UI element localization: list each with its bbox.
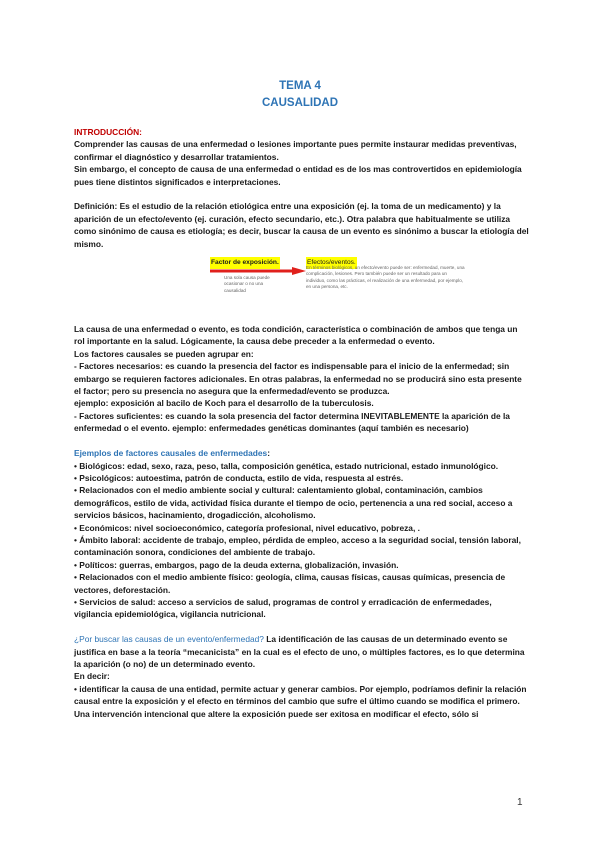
example-item-physical-environment: • Relacionados con el medio ambiente físico: geología, clima, causas físicas, causas químicas, presencia de vectores, deforestación. xyxy=(74,572,506,595)
example-item-labor: • Ámbito laboral: accidente de trabajo, empleo, pérdida de empleo, acceso a la seguridad social, tensión laboral, contaminación sonora, condiciones del ambiente de trabajo. xyxy=(74,534,521,558)
example-item-economic: • Económicos: nivel socioeconómico, categoría profesional, nivel educativo, pobreza, . xyxy=(74,522,420,533)
definition-paragraph: Definición: Es el estudio de la relación etiológica entre una exposición (ej. la toma de un medicamento) y la aparición de un efecto/evento (ej. curación, efecto secundario, etc.). Otra palabra que habitualmente se utiliza como sinónimo de causa es etiología; es decir, buscar la causa de un evento es sinónimo a buscar la etiología del mismo. xyxy=(74,201,529,249)
topic-title: CAUSALIDAD xyxy=(261,97,339,109)
spacer xyxy=(74,188,530,200)
causality-diagram xyxy=(74,251,530,321)
page-number: 1 xyxy=(517,797,523,808)
example-item-social-environment: • Relacionados con el medio ambiente social y cultural: calentamiento global, contaminación, cambios demográficos, estilo de vida, actividad física durante el tiempo de ocio, pertenencia a una red social, acceso a servicios básicos, hacinamiento, drogadicción, alcoholismo. xyxy=(74,485,513,521)
examples-heading-colon: : xyxy=(267,448,270,459)
examples-heading-text: Ejemplos de factores causales de enfermedades xyxy=(74,448,268,459)
intro-paragraph-2: Sin embargo, el concepto de causa de una enfermedad o entidad es de los mas controvertidos en epidemiología pues tiene distintos significados e interpretaciones. xyxy=(74,164,522,187)
example-item-psychological: • Psicológicos: autoestima, patrón de conducta, estilo de vida, respuesta al estrés. xyxy=(74,472,404,483)
sufficient-factors-paragraph: - Factores suficientes: es cuando la sola presencia del factor determina INEVITABLEMENTE la aparición de la enfermedad o el evento. ejemplo: enfermedades genéticas dominantes (aquí también es necesario) xyxy=(74,410,510,434)
why-question: ¿Por buscar las causas de un evento/enfermedad? xyxy=(74,634,264,645)
examples-heading xyxy=(74,447,530,459)
causal-factors-intro: Los factores causales se pueden agrupar en: xyxy=(74,348,254,359)
cause-definition-paragraph: La causa de una enfermedad o evento, es toda condición, característica o combinación de ambos que tenga un rol importante en la salud. Lógicamente, la causa debe preceder a la enfermedad o evento. xyxy=(74,324,518,347)
intro-heading: INTRODUCCIÓN: xyxy=(74,127,142,137)
necessary-factors-paragraph: - Factores necesarios: es cuando la presencia del factor es indispensable para el inicio de la enfermedad; sin embargo se requieren factores adicionales. En otras palabras, la enfermedad no se producirá sino esta presente el factor; pero su presencia no asegura que la enfermedad/evento se produzca. xyxy=(74,361,522,397)
causal-arrow-icon xyxy=(210,267,306,275)
spacer xyxy=(74,621,530,633)
topic-number: TEMA 4 xyxy=(279,80,321,92)
exposure-factor-note: Una sola causa puede ocasionar o no una causalidad xyxy=(224,275,270,293)
why-text: La identificación de las causas de un determinado evento se justifica en base a la teoría “mecanicista” en la cual es el efecto de uno, o múltiples factores, es lo que determina la aparición (o no) de un determinado evento. xyxy=(74,634,525,669)
en-decir-label: En decir: xyxy=(74,671,110,682)
example-item-political: • Políticos: guerras, embargos, pago de la deuda externa, globalización, invasión. xyxy=(74,559,399,570)
intro-paragraph-1: Comprender las causas de una enfermedad o lesiones importante pues permite instaurar medidas preventivas, confirmar el diagnóstico y desarrollar tratamientos. xyxy=(74,139,517,162)
example-item-health-services: • Servicios de salud: acceso a servicios de salud, programas de control y erradicación de enfermedades, vigilancia epidemiológica, vigilancia nutricional. xyxy=(74,596,492,620)
example-item-biological: • Biológicos: edad, sexo, raza, peso, talla, composición genética, estado nutricional, estado inmunológico. xyxy=(74,460,499,471)
exposure-factor-label: Factor de exposición. xyxy=(210,257,280,269)
effects-events-note: En términos biológicos, un efecto/evento puede ser: enfermedad, muerte, una complicación, lesiones. Pero también puede ser un resultado para un individuo, como las prácticas, el realización de una enfermedad, por ejemplo, en una persona, etc. xyxy=(306,265,465,290)
identify-cause-bullet: • identificar la causa de una entidad, permite actuar y generar cambios. Por ejemplo, podríamos definir la relación causal entre la exposición y el efecto en términos del cambio que sufre el último cuando se modifica el primero. Una intervención intencional que altere la exposición puede ser exitosa en modificar el efecto, sólo si xyxy=(74,683,527,719)
document-body xyxy=(74,126,530,720)
effects-events-label: Efectos/eventos. xyxy=(306,257,357,269)
koch-example: ejemplo: exposición al bacilo de Koch para el desarrollo de la tuberculosis. xyxy=(74,398,374,409)
why-paragraph xyxy=(74,633,530,670)
spacer xyxy=(74,435,530,447)
